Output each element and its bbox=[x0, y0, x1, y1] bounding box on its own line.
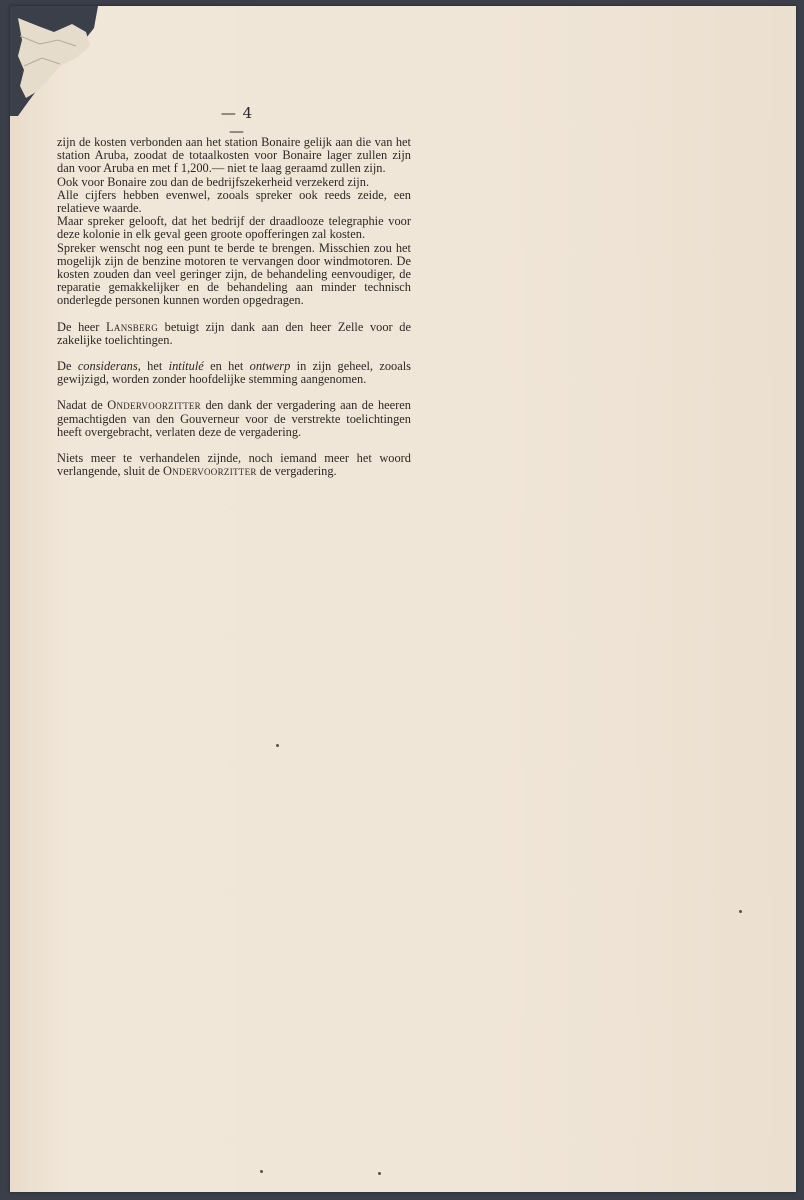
paragraph: Alle cijfers hebben evenwel, zooals spreker ook reeds zeide, een relatieve waarde. bbox=[57, 187, 411, 216]
paragraph: Maar spreker gelooft, dat het bedrijf der draadlooze telegraphie voor deze kolonie in elk geval geen groote opofferingen zal kosten. bbox=[57, 214, 411, 242]
speaker-name: Lansberg bbox=[106, 319, 159, 334]
paragraph bbox=[57, 360, 411, 386]
text-span: den dank der vergadering aan de heeren gemachtigden van den Gouverneur voor de verstrekte toelichtingen heeft overgebracht, verlaten deze de vergadering. bbox=[57, 398, 411, 439]
paper-speck bbox=[378, 1172, 381, 1175]
text-span: De bbox=[57, 359, 78, 374]
body-text bbox=[57, 136, 411, 478]
paragraph bbox=[57, 399, 411, 439]
text-span: betuigt zijn dank aan den heer Zelle voor de zakelijke toelichtingen. bbox=[57, 319, 411, 347]
torn-corner-image bbox=[10, 6, 98, 116]
document-page bbox=[10, 6, 796, 1192]
paper-speck bbox=[276, 744, 279, 747]
paragraph: Ook voor Bonaire zou dan de bedrijfszekerheid verzekerd zijn. bbox=[57, 174, 370, 189]
text-span: de vergadering. bbox=[256, 464, 337, 479]
text-span: , het bbox=[137, 359, 169, 374]
text-span: in zijn geheel, zooals gewijzigd, worden zonder hoofdelijke stemming aangenomen. bbox=[57, 359, 411, 387]
emphasis: considerans bbox=[77, 359, 138, 374]
page-number: — 4 — bbox=[220, 104, 254, 140]
emphasis: ontwerp bbox=[249, 359, 291, 374]
text-span: De heer bbox=[57, 319, 107, 334]
speaker-name: Ondervoorzitter bbox=[162, 464, 257, 479]
paragraph: zijn de kosten verbonden aan het station Bonaire gelijk aan die van het station Aruba, zoodat de totaalkosten voor Bonaire lager zullen zijn dan voor Aruba en met f 1,200.— niet te laag geraamd zullen zijn. bbox=[57, 135, 411, 176]
emphasis: intitulé bbox=[168, 359, 204, 374]
paragraph bbox=[57, 452, 411, 478]
paragraph bbox=[57, 321, 411, 347]
paper-speck bbox=[739, 910, 742, 913]
paragraph: Spreker wenscht nog een punt te berde te brengen. Misschien zou het mogelijk zijn de benzine motoren te vervangen door windmotoren. De kosten zouden dan veel geringer zijn, de behandeling eenvoudiger, de reparatie gemakkelijker en de behandeling aan minder technisch onderlegde personen kunnen worden opgedragen. bbox=[57, 240, 411, 308]
text-span: Nadat de bbox=[57, 398, 108, 413]
speaker-name: Ondervoorzitter bbox=[107, 398, 201, 413]
paper-speck bbox=[260, 1170, 263, 1173]
text-span: en het bbox=[203, 359, 250, 374]
text-span: Niets meer te verhandelen zijnde, noch iemand meer het woord verlangende, sluit de bbox=[57, 451, 411, 479]
